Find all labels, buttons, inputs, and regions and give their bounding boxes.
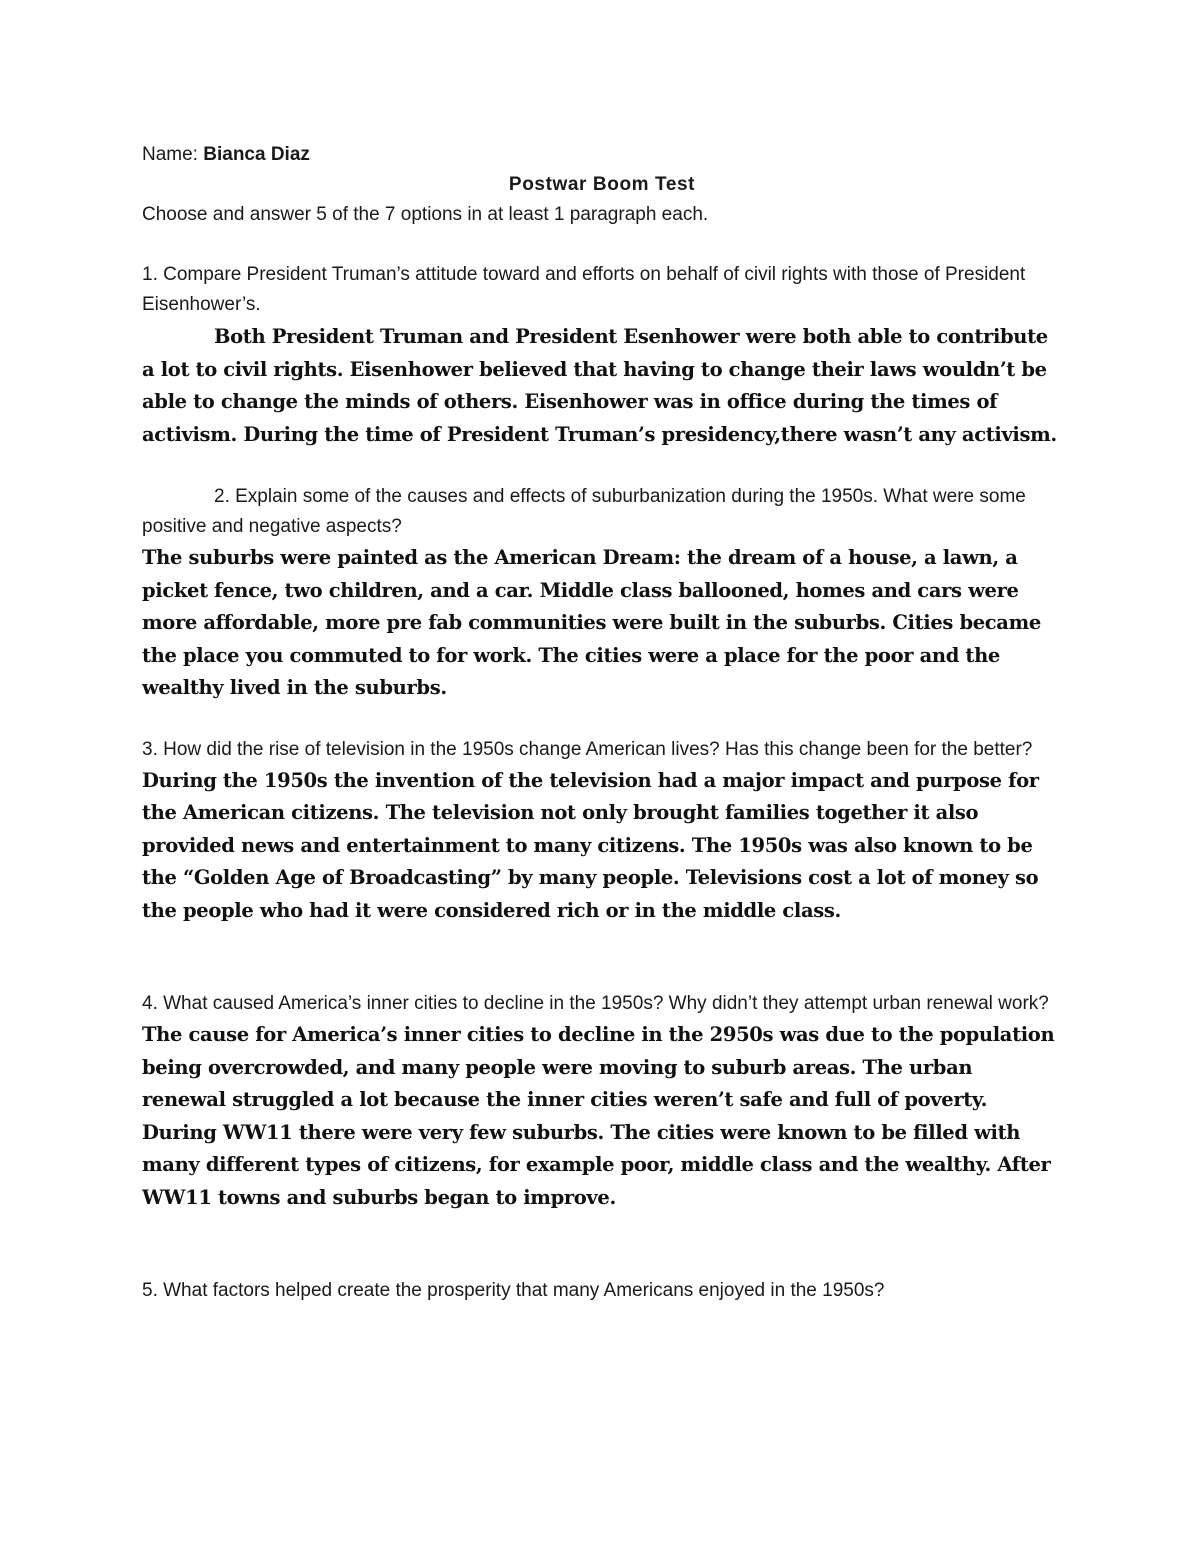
page-title: Postwar Boom Test bbox=[508, 174, 696, 195]
question-4: 4. What caused America’s inner cities to decline in the 1950s? Why didn’t they attempt urban renewal work? bbox=[142, 993, 1049, 1014]
answer-2: The suburbs were painted as the American Dream: the dream of a house, a lawn, a picket fence, two children, and a car. Middle class ballooned, homes and cars were more affordable, more pre fab communities were built in the suburbs. Cities became the place you commuted to for work. The cities were a place for the poor and the wealthy lived in the suburbs. bbox=[142, 546, 1041, 699]
name-label: Name: bbox=[142, 144, 198, 165]
question-3: 3. How did the rise of television in the 1950s change American lives? Has this change been for the better? bbox=[142, 738, 1033, 760]
name-line bbox=[142, 140, 1062, 170]
student-name: Bianca Diaz bbox=[203, 144, 310, 165]
question-1: 1. Compare President Truman’s attitude toward and efforts on behalf of civil rights with those of President Eisenhower’s. bbox=[142, 264, 1026, 315]
answer-1: Both President Truman and President Esenhower were both able to contribute a lot to civil rights. Eisenhower believed that having to change their laws wouldn’t be able to change the minds of others. Eisenhower was in office during the times of activism. During the time of President Truman’s presidency,there wasn’t any activism. bbox=[142, 325, 1057, 446]
answer-3: During the 1950s the invention of the television had a major impact and purpose for the American citizens. The television not only brought families together it also provided news and entertainment to many citizens. The 1950s was also known to be the “Golden Age of Broadcasting” by many people. Televisions cost a lot of money so the people who had it were considered rich or in the middle class. bbox=[142, 768, 1039, 922]
question-5: 5. What factors helped create the prosperity that many Americans enjoyed in the 1950s? bbox=[142, 1280, 885, 1301]
question-2: 2. Explain some of the causes and effects of suburbanization during the 1950s. What were some positive and negative aspects? bbox=[142, 486, 1026, 537]
answer-4: The cause for America’s inner cities to decline in the 2950s was due to the population being overcrowded, and many people were moving to suburb areas. The urban renewal struggled a lot because the inner cities weren’t safe and full of poverty. During WW11 there were very few suburbs. The cities were known to be filled with many different types of citizens, for example poor, middle class and the wealthy. After WW11 towns and suburbs began to improve. bbox=[142, 1023, 1055, 1209]
instructions: Choose and answer 5 of the 7 options in at least 1 paragraph each. bbox=[142, 204, 709, 225]
document-body bbox=[142, 140, 1062, 1306]
